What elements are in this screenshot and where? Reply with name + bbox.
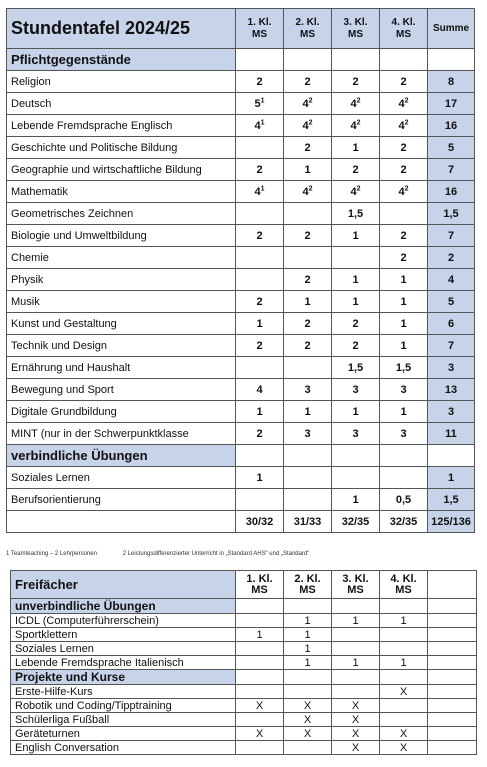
column-header: Summe: [428, 9, 475, 49]
row-label: Lebende Fremdsprache Englisch: [7, 115, 236, 137]
table-row: [7, 357, 475, 379]
empty-cell: [380, 599, 428, 614]
value-cell: 1: [332, 137, 380, 159]
row-label: Robotik und Coding/Tipptraining: [11, 699, 236, 713]
row-label: Geräteturnen: [11, 727, 236, 741]
empty-cell: [284, 445, 332, 467]
value-cell: 1,5: [332, 357, 380, 379]
row-label: Biologie und Umweltbildung: [7, 225, 236, 247]
value-cell: [380, 203, 428, 225]
value-cell: 2: [284, 269, 332, 291]
value-cell: 1: [284, 628, 332, 642]
empty-cell: [428, 656, 477, 670]
value-cell: 2: [284, 225, 332, 247]
value-cell: [332, 467, 380, 489]
row-label: Musik: [7, 291, 236, 313]
value-cell: 3: [284, 423, 332, 445]
row-label: Berufsorientierung: [7, 489, 236, 511]
table-row: [11, 685, 477, 699]
value-cell: 2: [332, 313, 380, 335]
row-label: Bewegung und Sport: [7, 379, 236, 401]
total-cell: 32/35: [332, 511, 380, 533]
table-row: [7, 291, 475, 313]
value-cell: 2: [332, 335, 380, 357]
value-cell: X: [380, 741, 428, 755]
value-cell: 1: [284, 159, 332, 181]
empty-cell: [428, 571, 477, 599]
value-cell: [284, 247, 332, 269]
row-label: ICDL (Computerführerschein): [11, 614, 236, 628]
table-row: [7, 423, 475, 445]
table-row: [7, 269, 475, 291]
table-row: [7, 489, 475, 511]
empty-cell: [236, 599, 284, 614]
sum-cell: 7: [428, 335, 475, 357]
value-cell: [236, 137, 284, 159]
empty-cell: [332, 599, 380, 614]
value-cell: 1: [236, 401, 284, 423]
value-cell: 1: [380, 335, 428, 357]
value-cell: 3: [332, 379, 380, 401]
table-title: Stundentafel 2024/25: [7, 9, 236, 49]
column-header: 4. Kl. MS: [380, 9, 428, 49]
table-row: [7, 401, 475, 423]
value-cell: X: [332, 727, 380, 741]
value-cell: 1: [380, 614, 428, 628]
value-cell: X: [284, 727, 332, 741]
value-cell: X: [332, 713, 380, 727]
value-cell: X: [284, 699, 332, 713]
value-cell: X: [380, 685, 428, 699]
sum-cell: 3: [428, 401, 475, 423]
row-label: Chemie: [7, 247, 236, 269]
table-row: [11, 741, 477, 755]
sum-cell: 3: [428, 357, 475, 379]
empty-cell: [428, 614, 477, 628]
value-cell: 2: [284, 71, 332, 93]
empty-cell: [428, 713, 477, 727]
footnotes: [6, 551, 476, 557]
row-label: Sportklettern: [11, 628, 236, 642]
empty-cell: [284, 670, 332, 685]
value-cell: [284, 489, 332, 511]
value-cell: [236, 713, 284, 727]
column-header: 4. Kl. MS: [380, 571, 428, 599]
value-cell: X: [284, 713, 332, 727]
row-label: MINT (nur in der Schwerpunktklasse: [7, 423, 236, 445]
value-cell: [380, 699, 428, 713]
table-row: [11, 699, 477, 713]
table-row: [11, 656, 477, 670]
empty-cell: [380, 49, 428, 71]
total-cell: 32/35: [380, 511, 428, 533]
value-cell: 1: [284, 401, 332, 423]
row-label: Religion: [7, 71, 236, 93]
sum-cell: 8: [428, 71, 475, 93]
value-cell: $4^2$: [284, 115, 332, 137]
empty-cell: [236, 670, 284, 685]
row-label: Deutsch: [7, 93, 236, 115]
value-cell: $4^2$: [332, 115, 380, 137]
value-cell: 1: [380, 269, 428, 291]
row-label: Digitale Grundbildung: [7, 401, 236, 423]
value-cell: 1: [332, 614, 380, 628]
value-cell: 2: [380, 159, 428, 181]
sum-cell: 5: [428, 291, 475, 313]
row-label: Mathematik: [7, 181, 236, 203]
row-label: Soziales Lernen: [11, 642, 236, 656]
value-cell: [236, 685, 284, 699]
empty-cell: [428, 628, 477, 642]
value-cell: [332, 247, 380, 269]
value-cell: [236, 357, 284, 379]
section-header: verbindliche Übungen: [7, 445, 236, 467]
freifaecher-table: [10, 570, 477, 755]
value-cell: 1: [332, 401, 380, 423]
table-row: [7, 115, 475, 137]
row-label: Geographie und wirtschaftliche Bildung: [7, 159, 236, 181]
section-header: Pflichtgegenstände: [7, 49, 236, 71]
table-row: [11, 713, 477, 727]
value-cell: 3: [284, 379, 332, 401]
value-cell: 1: [332, 269, 380, 291]
sum-cell: 1: [428, 467, 475, 489]
empty-cell: [428, 670, 477, 685]
empty-cell: [380, 445, 428, 467]
value-cell: [236, 203, 284, 225]
sum-cell: 11: [428, 423, 475, 445]
section-header: Projekte und Kurse: [11, 670, 236, 685]
value-cell: 1: [236, 467, 284, 489]
value-cell: 1: [332, 225, 380, 247]
column-header: 1. Kl. MS: [236, 9, 284, 49]
value-cell: [332, 642, 380, 656]
value-cell: 1: [380, 656, 428, 670]
column-header: 2. Kl. MS: [284, 571, 332, 599]
value-cell: 1: [236, 628, 284, 642]
sum-cell: 5: [428, 137, 475, 159]
value-cell: 1: [380, 401, 428, 423]
value-cell: 2: [332, 71, 380, 93]
stundentafel-table: [6, 8, 475, 533]
value-cell: 2: [380, 137, 428, 159]
column-header: 3. Kl. MS: [332, 571, 380, 599]
value-cell: [284, 203, 332, 225]
empty-cell: [428, 599, 477, 614]
footnote-2: 2 Leistungsdifferenzierter Unterricht in „Standard AHS“ und „Standard“: [122, 551, 310, 557]
sum-cell: 17: [428, 93, 475, 115]
value-cell: 3: [380, 379, 428, 401]
value-cell: $4^2$: [332, 181, 380, 203]
value-cell: $4^2$: [380, 115, 428, 137]
value-cell: [236, 614, 284, 628]
value-cell: 1: [284, 291, 332, 313]
sum-cell: 13: [428, 379, 475, 401]
table-row: [11, 642, 477, 656]
empty-cell: [284, 599, 332, 614]
sum-cell: 7: [428, 159, 475, 181]
table-row: [11, 614, 477, 628]
value-cell: $4^2$: [380, 93, 428, 115]
value-cell: 1: [380, 313, 428, 335]
value-cell: 2: [236, 291, 284, 313]
value-cell: 1: [332, 291, 380, 313]
value-cell: 0,5: [380, 489, 428, 511]
value-cell: [236, 269, 284, 291]
value-cell: [284, 467, 332, 489]
value-cell: [284, 357, 332, 379]
value-cell: 2: [236, 423, 284, 445]
value-cell: [236, 656, 284, 670]
value-cell: 2: [236, 335, 284, 357]
row-label: Erste-Hilfe-Kurs: [11, 685, 236, 699]
value-cell: [236, 741, 284, 755]
row-label: Technik und Design: [7, 335, 236, 357]
total-cell: 30/32: [236, 511, 284, 533]
value-cell: 1: [284, 614, 332, 628]
table-row: [7, 225, 475, 247]
row-label: Schülerliga Fußball: [11, 713, 236, 727]
value-cell: 2: [236, 225, 284, 247]
value-cell: [380, 467, 428, 489]
empty-cell: [236, 445, 284, 467]
sum-cell: 1,5: [428, 203, 475, 225]
empty-cell: [428, 49, 475, 71]
value-cell: $4^2$: [332, 93, 380, 115]
value-cell: 2: [284, 313, 332, 335]
value-cell: $5^1$: [236, 93, 284, 115]
column-header: 2. Kl. MS: [284, 9, 332, 49]
value-cell: $4^2$: [380, 181, 428, 203]
empty-cell: [284, 49, 332, 71]
value-cell: $4^1$: [236, 115, 284, 137]
sum-cell: 16: [428, 181, 475, 203]
empty-cell: [428, 445, 475, 467]
value-cell: 1,5: [332, 203, 380, 225]
value-cell: [236, 489, 284, 511]
empty-cell: [7, 511, 236, 533]
table-row: [7, 335, 475, 357]
row-label: Geometrisches Zeichnen: [7, 203, 236, 225]
table-row: [11, 628, 477, 642]
table-row: [7, 203, 475, 225]
sum-cell: 1,5: [428, 489, 475, 511]
value-cell: 2: [380, 71, 428, 93]
value-cell: X: [332, 699, 380, 713]
value-cell: 3: [380, 423, 428, 445]
row-label: Ernährung und Haushalt: [7, 357, 236, 379]
value-cell: 1: [284, 656, 332, 670]
value-cell: 4: [236, 379, 284, 401]
table-row: [7, 247, 475, 269]
sum-cell: 7: [428, 225, 475, 247]
empty-cell: [332, 49, 380, 71]
value-cell: 2: [380, 225, 428, 247]
empty-cell: [428, 741, 477, 755]
value-cell: 2: [284, 335, 332, 357]
sum-cell: 6: [428, 313, 475, 335]
sum-cell: 16: [428, 115, 475, 137]
value-cell: $4^1$: [236, 181, 284, 203]
row-label: Geschichte und Politische Bildung: [7, 137, 236, 159]
value-cell: 1: [236, 313, 284, 335]
column-header: 1. Kl. MS: [236, 571, 284, 599]
table-row: [7, 379, 475, 401]
table-row: [7, 313, 475, 335]
value-cell: [236, 247, 284, 269]
value-cell: X: [236, 727, 284, 741]
value-cell: 2: [284, 137, 332, 159]
row-label: Physik: [7, 269, 236, 291]
value-cell: $4^2$: [284, 181, 332, 203]
empty-cell: [428, 727, 477, 741]
table-row: [7, 181, 475, 203]
value-cell: 2: [236, 71, 284, 93]
value-cell: 1: [380, 291, 428, 313]
value-cell: 2: [236, 159, 284, 181]
table-row: [7, 137, 475, 159]
table-row: [7, 159, 475, 181]
table-title: Freifächer: [11, 571, 236, 599]
value-cell: [332, 628, 380, 642]
value-cell: [380, 642, 428, 656]
sum-cell: 2: [428, 247, 475, 269]
empty-cell: [236, 49, 284, 71]
value-cell: [284, 685, 332, 699]
value-cell: 1: [332, 656, 380, 670]
empty-cell: [428, 699, 477, 713]
value-cell: 3: [332, 423, 380, 445]
row-label: Lebende Fremdsprache Italienisch: [11, 656, 236, 670]
row-label: Soziales Lernen: [7, 467, 236, 489]
total-cell: 125/136: [428, 511, 475, 533]
value-cell: [284, 741, 332, 755]
table-row: [7, 71, 475, 93]
table-row: [7, 467, 475, 489]
value-cell: [236, 642, 284, 656]
value-cell: 1,5: [380, 357, 428, 379]
row-label: Kunst und Gestaltung: [7, 313, 236, 335]
value-cell: [332, 685, 380, 699]
value-cell: $4^2$: [284, 93, 332, 115]
value-cell: 2: [380, 247, 428, 269]
table-row: [7, 93, 475, 115]
empty-cell: [332, 445, 380, 467]
sum-cell: 4: [428, 269, 475, 291]
table-row: [11, 727, 477, 741]
value-cell: 1: [332, 489, 380, 511]
value-cell: [380, 628, 428, 642]
total-cell: 31/33: [284, 511, 332, 533]
footnote-1: 1 Teamteaching – 2 Lehrpersonen: [6, 551, 97, 557]
section-header: unverbindliche Übungen: [11, 599, 236, 614]
value-cell: X: [236, 699, 284, 713]
value-cell: 2: [332, 159, 380, 181]
empty-cell: [428, 685, 477, 699]
value-cell: 1: [284, 642, 332, 656]
column-header: 3. Kl. MS: [332, 9, 380, 49]
row-label: English Conversation: [11, 741, 236, 755]
value-cell: [380, 713, 428, 727]
empty-cell: [332, 670, 380, 685]
value-cell: X: [332, 741, 380, 755]
value-cell: X: [380, 727, 428, 741]
empty-cell: [428, 642, 477, 656]
empty-cell: [380, 670, 428, 685]
